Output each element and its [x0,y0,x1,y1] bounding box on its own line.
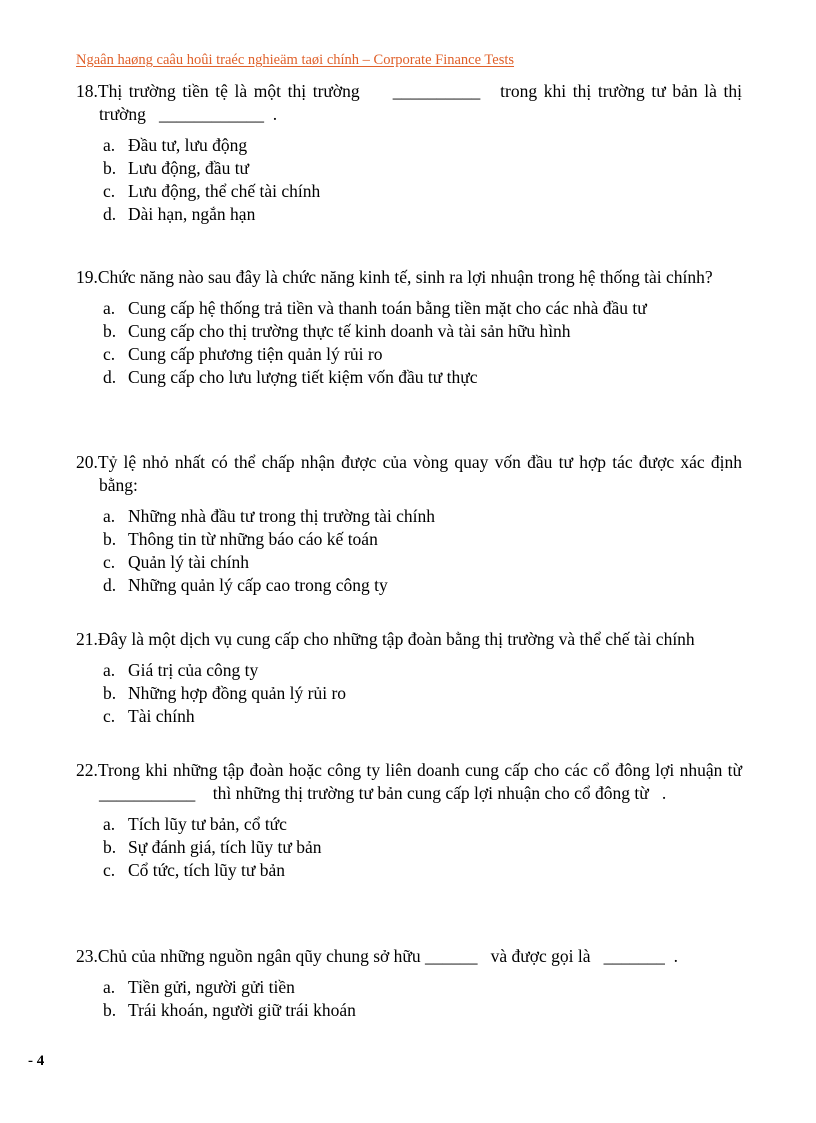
answer-option[interactable] [103,505,742,528]
option-letter: c. [103,344,116,364]
option-text: Những hợp đồng quản lý rủi ro [128,683,347,703]
option-text: Đầu tư, lưu động [128,135,248,155]
question-text: Chủ của những nguồn ngân qũy chung sở hữu ______ và được gọi là _______ . [97,946,679,966]
answer-option[interactable] [103,528,742,551]
option-letter: a. [103,135,116,155]
option-letter: b. [103,529,117,549]
answer-option[interactable] [103,203,742,226]
option-text: Giá trị của công ty [128,660,259,680]
answer-option[interactable] [103,157,742,180]
answer-options [76,659,742,728]
option-letter: d. [103,367,117,387]
option-text: Những nhà đầu tư trong thị trường tài chính [128,506,435,526]
question-text: Trong khi những tập đoàn hoặc công ty liên doanh cung cấp cho các cổ đông lợi nhuận từ ___________ thì những thị trường tư bản cung cấp lợi nhuận cho cổ đông từ . [97,760,756,803]
option-letter: a. [103,977,116,997]
answer-option[interactable] [103,551,742,574]
answer-options [76,134,742,226]
answer-option[interactable] [103,343,742,366]
question-22 [76,759,756,882]
option-text: Cung cấp cho thị trường thực tế kinh doanh và tài sản hữu hình [128,321,571,341]
option-letter: a. [103,298,116,318]
option-text: Dài hạn, ngắn hạn [128,204,256,224]
answer-option[interactable] [103,999,742,1022]
option-text: Quản lý tài chính [128,552,250,572]
answer-options [76,505,742,597]
answer-option[interactable] [103,297,742,320]
answer-option[interactable] [103,659,742,682]
option-letter: a. [103,660,116,680]
question-number: 22. [76,760,98,780]
option-letter: b. [103,683,117,703]
answer-option[interactable] [103,180,742,203]
option-letter: c. [103,706,116,726]
option-text: Tài chính [128,706,195,726]
question-number: 18. [76,81,98,101]
question-number: 23. [76,946,98,966]
question-text: Tỷ lệ nhỏ nhất có thể chấp nhận được của vòng quay vốn đầu tư hợp tác được xác định bằng: [97,452,747,495]
answer-option[interactable] [103,134,742,157]
option-text: Cổ tức, tích lũy tư bản [128,860,286,880]
answer-option[interactable] [103,320,742,343]
answer-option[interactable] [103,574,742,597]
option-letter: b. [103,158,117,178]
answer-option[interactable] [103,859,742,882]
option-letter: d. [103,204,117,224]
option-text: Sự đánh giá, tích lũy tư bản [128,837,322,857]
question-text: Đây là một dịch vụ cung cấp cho những tập đoàn bằng thị trường và thể chế tài chính [97,629,695,649]
answer-option[interactable] [103,976,742,999]
answer-option[interactable] [103,366,742,389]
question-18 [76,80,747,226]
option-text: Thông tin từ những báo cáo kế toán [128,529,378,549]
option-letter: c. [103,181,116,201]
answer-option[interactable] [103,813,742,836]
question-number: 20. [76,452,98,472]
answer-options [76,976,742,1022]
option-text: Cung cấp hệ thống trả tiền và thanh toán bằng tiền mặt cho các nhà đầu tư [128,298,647,318]
option-letter: b. [103,837,117,857]
option-letter: a. [103,506,116,526]
option-text: Cung cấp phương tiện quản lý rủi ro [128,344,383,364]
question-number: 21. [76,629,98,649]
answer-option[interactable] [103,682,742,705]
option-text: Lưu động, đầu tư [128,158,250,178]
option-text: Tích lũy tư bản, cổ tức [128,814,287,834]
answer-options [76,297,742,389]
option-letter: b. [103,321,117,341]
option-text: Những quản lý cấp cao trong công ty [128,575,388,595]
answer-options [76,813,742,882]
question-19 [76,266,742,389]
page-number: - 4 [28,1053,45,1069]
question-23 [76,945,742,1022]
option-letter: a. [103,814,116,834]
option-text: Lưu động, thể chế tài chính [128,181,321,201]
option-letter: b. [103,1000,117,1020]
question-text: Thị trường tiền tệ là một thị trường __________ trong khi thị trường tư bản là thị trường ____________ . [97,81,747,124]
answer-option[interactable] [103,705,742,728]
question-21 [76,628,742,728]
option-letter: d. [103,575,117,595]
page-header: Ngaân haøng caâu hoûi traéc nghieäm taøi chính – Corporate Finance Tests [76,52,515,68]
answer-option[interactable] [103,836,742,859]
option-text: Trái khoán, người giữ trái khoán [128,1000,356,1020]
question-20 [76,451,747,597]
question-text: Chức năng nào sau đây là chức năng kinh tế, sinh ra lợi nhuận trong hệ thống tài chính? [97,267,713,287]
option-text: Cung cấp cho lưu lượng tiết kiệm vốn đầu tư thực [128,367,478,387]
option-letter: c. [103,552,116,572]
option-letter: c. [103,860,116,880]
option-text: Tiền gửi, người gửi tiền [128,977,295,997]
question-number: 19. [76,267,98,287]
